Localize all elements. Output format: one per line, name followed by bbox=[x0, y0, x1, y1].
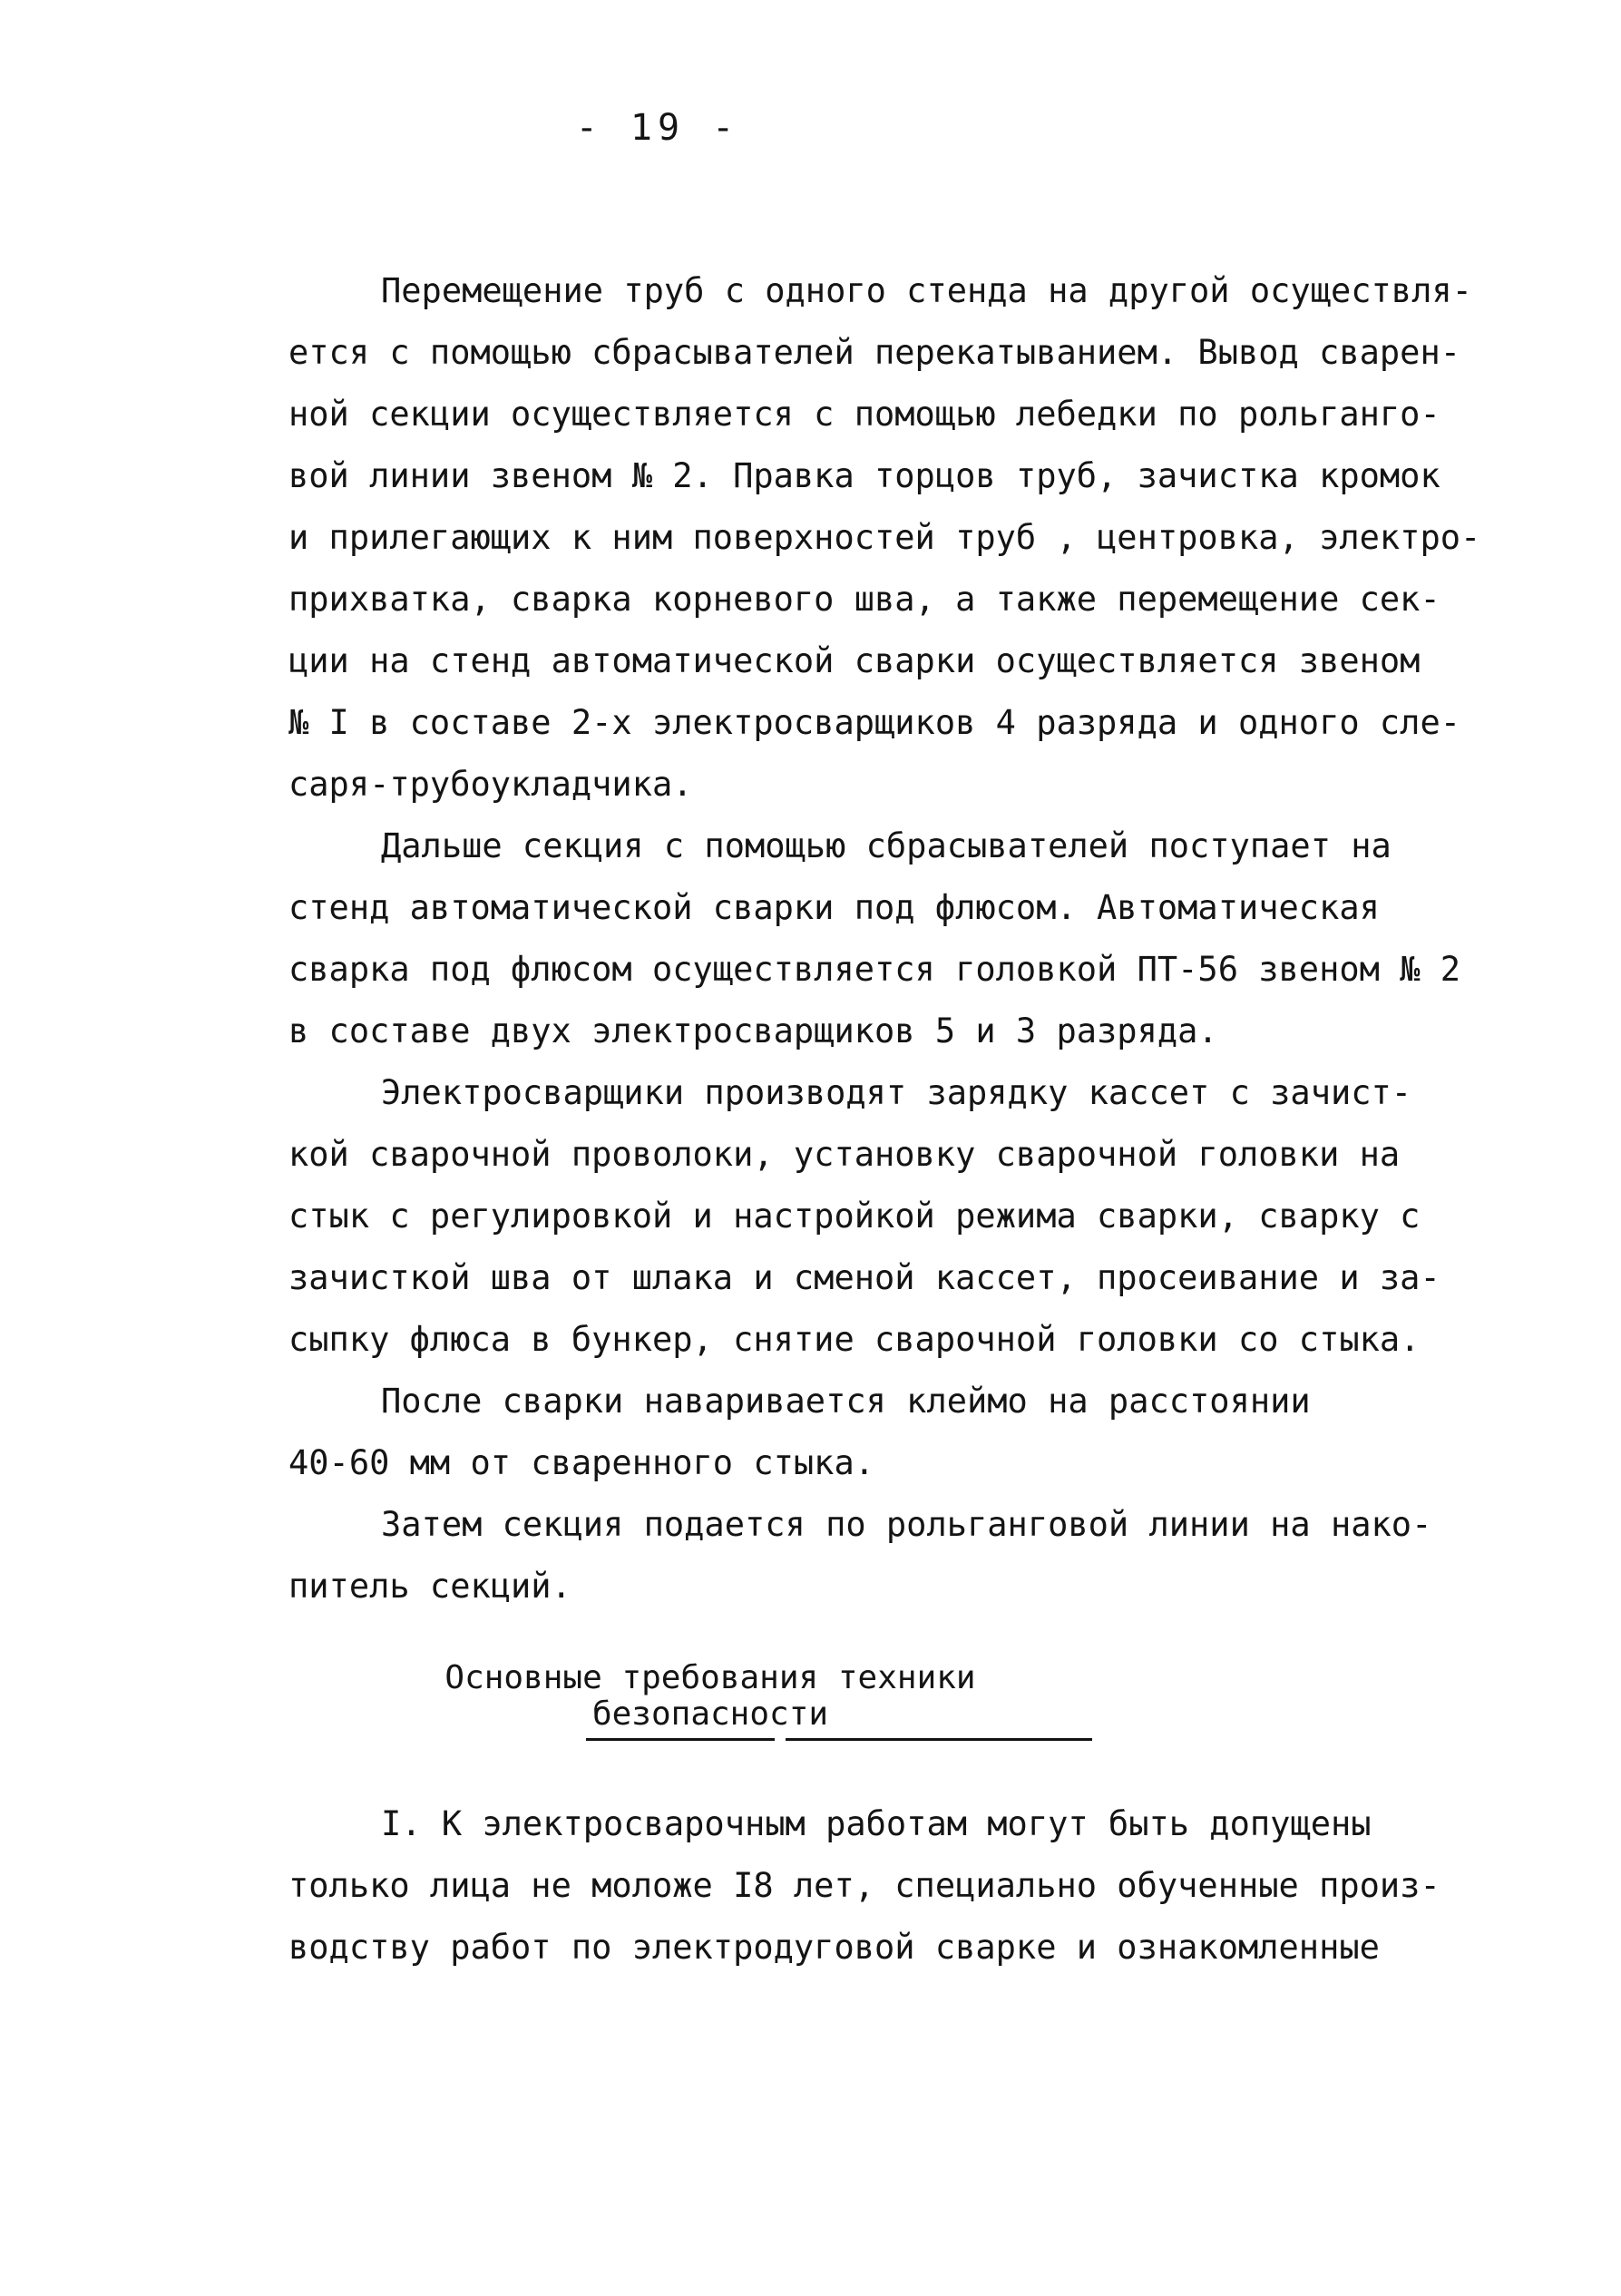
text-line: стык с регулировкой и настройкой режима сварки, сварку с bbox=[288, 1197, 1421, 1236]
text-line: вой линии звеном № 2. Правка торцов труб, зачистка кромок bbox=[288, 456, 1440, 495]
text-line: сварка под флюсом осуществляется головкой ПТ-56 звеном № 2 bbox=[288, 950, 1461, 989]
heading-underline-left bbox=[586, 1738, 775, 1741]
text-line: ной секции осуществляется с помощью лебедки по рольганго- bbox=[288, 395, 1440, 434]
text-line: саря-трубоукладчика. bbox=[288, 765, 693, 804]
text-line: прихватка, сварка корневого шва, а также перемещение сек- bbox=[288, 580, 1440, 619]
text-line: зачисткой шва от шлака и сменой кассет, просеивание и за- bbox=[288, 1258, 1440, 1297]
text-line: Электросварщики производят зарядку кассет с зачист- bbox=[381, 1073, 1412, 1112]
text-line: только лица не моложе I8 лет, специально обученные произ- bbox=[288, 1866, 1440, 1905]
text-line: ется с помощью сбрасывателей перекатыванием. Вывод сварен- bbox=[288, 333, 1461, 372]
text-line: Затем секция подается по рольганговой линии на нако- bbox=[381, 1505, 1432, 1544]
text-line: сыпку флюса в бункер, снятие сварочной головки со стыка. bbox=[288, 1320, 1421, 1359]
text-line: водству работ по электродуговой сварке и ознакомленные bbox=[288, 1928, 1380, 1967]
text-line: Перемещение труб с одного стенда на другой осуществля- bbox=[381, 271, 1472, 310]
text-line: № I в составе 2-х электросварщиков 4 разряда и одного сле- bbox=[288, 703, 1461, 742]
heading-underline-right bbox=[786, 1738, 1092, 1741]
text-line: I. К электросварочным работам могут быть допущены bbox=[381, 1804, 1372, 1843]
text-line: и прилегающих к ним поверхностей труб , центровка, электро- bbox=[288, 518, 1481, 557]
text-line: ции на стенд автоматической сварки осуществляется звеном bbox=[288, 641, 1421, 680]
section-heading-line2: безопасности bbox=[591, 1695, 829, 1733]
text-line: 40-60 мм от сваренного стыка. bbox=[288, 1443, 875, 1482]
text-line: стенд автоматической сварки под флюсом. Автоматическая bbox=[288, 888, 1380, 927]
text-line: Дальше секция с помощью сбрасывателей поступает на bbox=[381, 826, 1392, 865]
text-line: После сварки наваривается клеймо на расстоянии bbox=[381, 1382, 1311, 1421]
section-heading-line1: Основные требования техники bbox=[444, 1659, 976, 1696]
text-line: кой сварочной проволоки, установку сварочной головки на bbox=[288, 1135, 1401, 1174]
page-number: - 19 - bbox=[575, 107, 740, 149]
text-line: питель секций. bbox=[288, 1567, 571, 1606]
text-line: в составе двух электросварщиков 5 и 3 разряда. bbox=[288, 1011, 1218, 1050]
